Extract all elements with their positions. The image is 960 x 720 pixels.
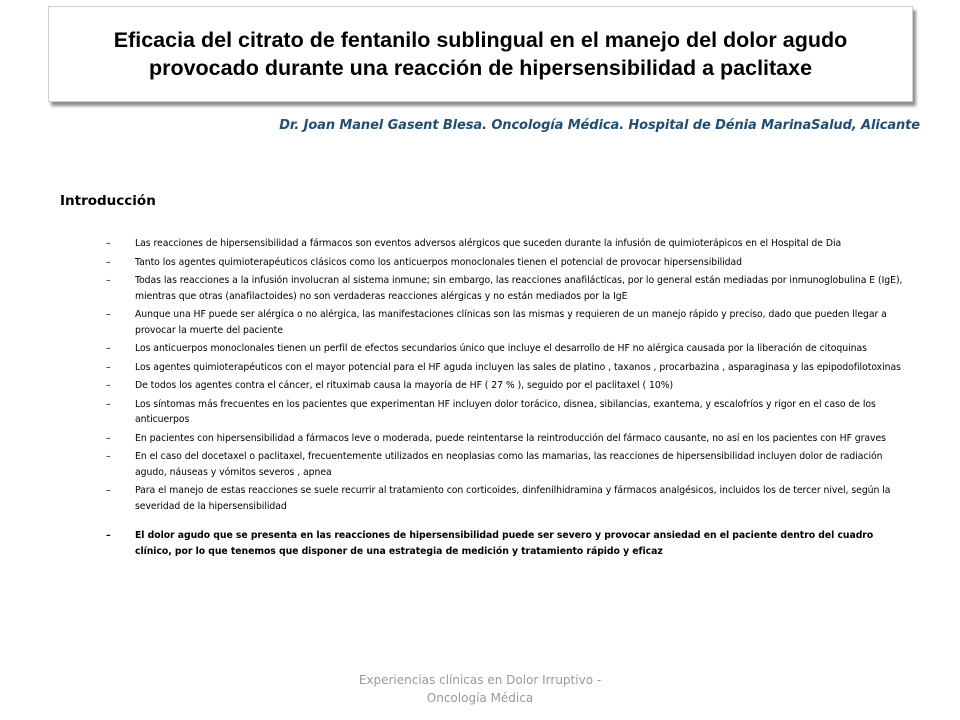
bullet-text: Tanto los agentes quimioterapéuticos clásicos como los anticuerpos monoclonales tienen el potencial de provocar hipersensibilidad: [135, 256, 743, 268]
bullet-text: Para el manejo de estas reacciones se suele recurrir al tratamiento con corticoides, dinfenilhidramina y fármacos analgésicos, incluidos los de tercer nivel, según la severidad de la hipersensibilidad: [135, 485, 891, 512]
bullet-text: Aunque una HF puede ser alérgica o no alérgica, las manifestaciones clínicas son las mismas y requieren de un manejo rápido y preciso, dado que pueden llegar a provocar la muerte del paciente: [135, 309, 887, 336]
bullet-item: [106, 360, 910, 376]
footer-line-1: Experiencias clínicas en Dolor Irruptivo -: [358, 673, 602, 687]
bullet-item: [106, 341, 910, 357]
bullet-dash: –: [106, 451, 111, 462]
bullet-text: En pacientes con hipersensibilidad a fármacos leve o moderada, puede reintentarse la reintroducción del fármaco causante, no así en los pacientes con HF graves: [135, 432, 886, 444]
bullet-item-bold: [106, 528, 910, 559]
bullet-dash: –: [106, 380, 111, 391]
bullet-item: [106, 255, 910, 271]
bullet-dash: –: [106, 343, 111, 354]
bullet-dash: –: [106, 361, 111, 373]
bullet-text: En el caso del docetaxel o paclitaxel, frecuentemente utilizados en neoplasias como las mamarias, las reacciones de hipersensibilidad incluyen dolor de radiación agudo, náuseas y vómitos severos , apnea: [135, 451, 883, 478]
bullet-dash: –: [106, 485, 111, 496]
bullet-dash: –: [106, 275, 111, 286]
bullet-item: [106, 307, 910, 338]
bullet-item: [106, 397, 910, 428]
bullet-text: Los agentes quimioterapéuticos con el mayor potencial para el HF aguda incluyen las sales de platino , taxanos , procarbazina , asparaginasa y las epipodofilotoxinas: [135, 361, 901, 373]
bullet-dash: –: [106, 238, 111, 249]
bullet-text: Los anticuerpos monoclonales tienen un perfil de efectos secundarios único que incluye el desarrollo de HF no alérgica causada por la liberación de citoquinas: [135, 343, 867, 354]
title-box: [48, 6, 913, 102]
bullet-text: Las reacciones de hipersensibilidad a fármacos son eventos adversos alérgicos que suceden durante la infusión de quimioterápicos en el Hospital de Dia: [135, 238, 842, 249]
bullet-item: [106, 378, 910, 394]
bullet-dash: –: [106, 256, 111, 268]
slide-title: Eficacia del citrato de fentanilo sublingual en el manejo del dolor agudo provocado durante una reacción de hipersensibilidad a paclitaxe: [113, 28, 848, 80]
bullet-item: [106, 483, 910, 514]
bullet-item: [106, 273, 910, 304]
bullet-item: [106, 236, 910, 252]
bullet-item: [106, 431, 910, 447]
bullet-dash: –: [106, 432, 111, 444]
bullet-text: De todos los agentes contra el cáncer, el rituximab causa la mayoría de HF ( 27 % ), seguido por el paclitaxel ( 10%): [135, 380, 674, 391]
bullet-text: Los síntomas más frecuentes en los pacientes que experimentan HF incluyen dolor torácico, disnea, sibilancias, exantema, y escalofríos y rigor en el caso de los anticuerpos: [135, 398, 876, 425]
section-heading: Introducción: [60, 193, 156, 209]
bullet-dash: –: [106, 398, 111, 410]
bullet-list: [106, 236, 910, 562]
footer: [340, 671, 620, 707]
bullet-item: [106, 449, 910, 480]
bullet-dash: –: [106, 309, 111, 320]
bullet-dash: –: [106, 530, 111, 541]
author-line: Dr. Joan Manel Gasent Blesa. Oncología Médica. Hospital de Dénia MarinaSalud, Alicante: [279, 118, 920, 133]
bullet-text: Todas las reacciones a la infusión involucran al sistema inmune; sin embargo, las reacciones anafilácticas, por lo general están mediadas por inmunoglobulina E (IgE), mientras que otras (anafilactoides) no son verdaderas reacciones alérgicas y no están mediados por la IgE: [135, 275, 903, 302]
footer-line-2: Oncología Médica: [426, 691, 534, 705]
bullet-text-bold: El dolor agudo que se presenta en las reacciones de hipersensibilidad puede ser severo y provocar ansiedad en el paciente dentro del cuadro clínico, por lo que tenemos que disponer de una estrategia de medición y tratamiento rápido y eficaz: [135, 530, 874, 557]
